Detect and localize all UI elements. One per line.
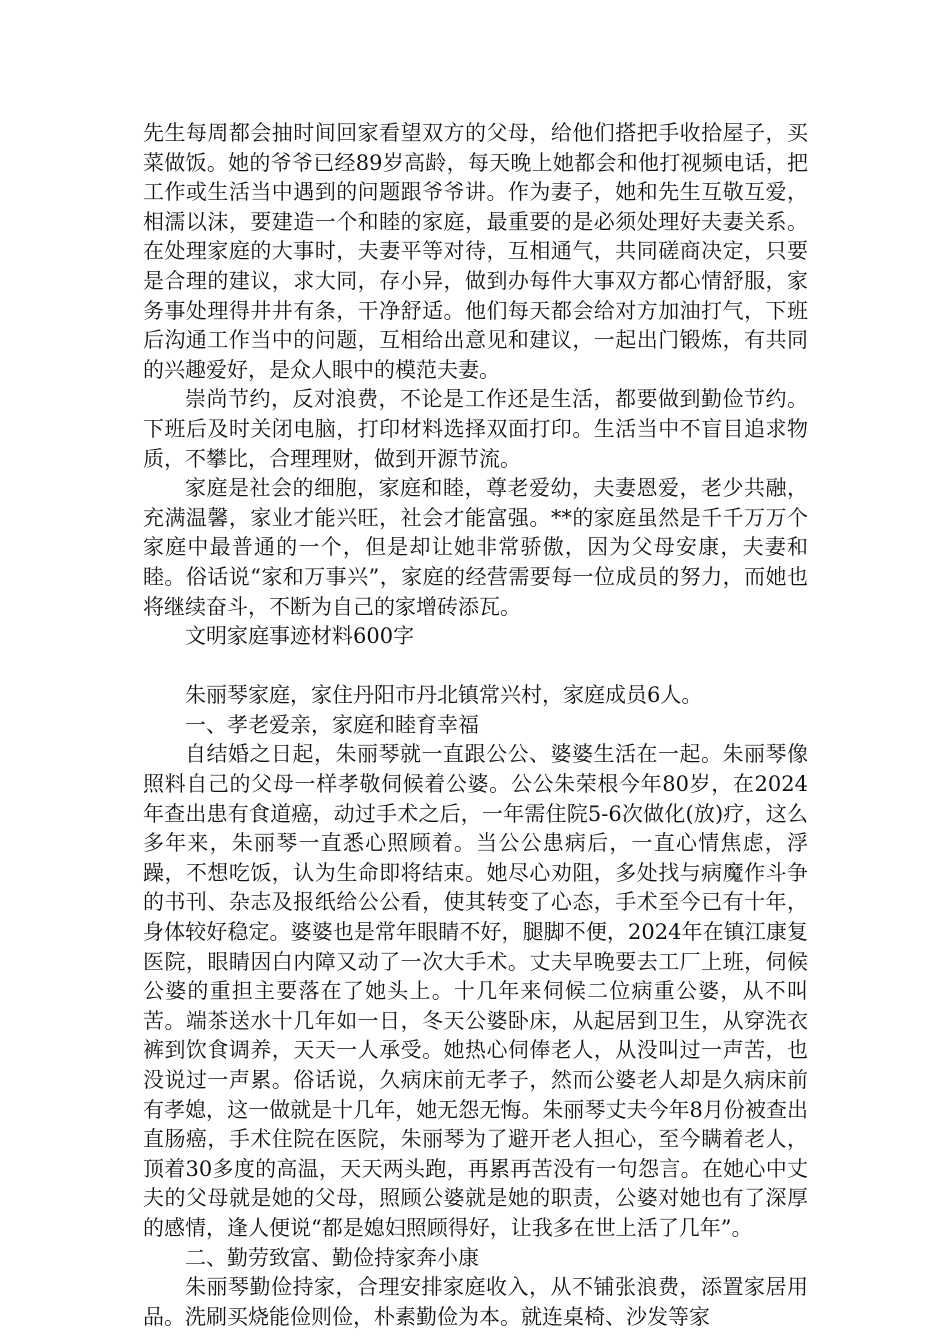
document-title: 文明家庭事迹材料600字 [185,624,415,649]
paragraph-family-harmony: 家庭是社会的细胞，家庭和睦，尊老爱幼，夫妻恩爱，老少共融，充满温馨，家业才能兴旺，社会才能富强。**的家庭虽然是千千万万个家庭中最普通的一个，但是却让她非常骄傲，因为父母安康，夫妻和睦。俗话说“家和万事兴”，家庭的经营需要每一位成员的努力，而她也将继续奋斗，不断为自己的家增砖添瓦。 [143,476,808,619]
paragraph-frugality: 崇尚节约，反对浪费，不论是工作还是生活，都要做到勤俭节约。下班后及时关闭电脑，打印材料选择双面打印。生活当中不盲目追求物质，不攀比，合理理财，做到开源节流。 [143,387,808,471]
paragraph-family-care: 先生每周都会抽时间回家看望双方的父母，给他们搭把手收拾屋子，买菜做饭。她的爷爷已经89岁高龄，每天晚上她都会和他打视频电话，把工作或生活当中遇到的问题跟爷爷讲。作为妻子，她和先生互敬互爱，相濡以沫，要建造一个和睦的家庭，最重要的是必须处理好夫妻关系。在处理家庭的大事时，夫妻平等对待，互相通气，共同磋商决定，只要是合理的建议，求大同，存小异，做到办每件大事双方都心情舒服，家务事处理得井井有条，干净舒适。他们每天都会给对方加油打气，下班后沟通工作当中的问题，互相给出意见和建议，一起出门锻炼，有共同的兴趣爱好，是众人眼中的模范夫妻。 [143,121,808,382]
paragraph-thrift: 朱丽琴勤俭持家，合理安排家庭收入，从不铺张浪费，添置家居用品。洗刷买烧能俭则俭，朴素勤俭为本。就连桌椅、沙发等家 [143,1275,808,1329]
section-heading-diligence: 二、勤劳致富、勤俭持家奔小康 [185,1245,479,1270]
blank-line [143,652,808,682]
paragraph-family-intro: 朱丽琴家庭，家住丹阳市丹北镇常兴村，家庭成员6人。 [185,683,703,708]
section-heading-filial: 一、孝老爱亲，家庭和睦育幸福 [185,712,479,737]
paragraph-filial-piety: 自结婚之日起，朱丽琴就一直跟公公、婆婆生活在一起。朱丽琴像照料自己的父母一样孝敬伺候着公婆。公公朱荣根今年80岁，在2024年查出患有食道癌，动过手术之后，一年需住院5-6次做化(放)疗，这么多年来，朱丽琴一直悉心照顾着。当公公患病后，一直心情焦虑，浮躁，不想吃饭，认为生命即将结束。她尽心劝阻，多处找与病魔作斗争的书刊、杂志及报纸给公公看，使其转变了心态，手术至今已有十年，身体较好稳定。婆婆也是常年眼睛不好，腿脚不便，2024年在镇江康复医院，眼睛因白内障又动了一次大手术。丈夫早晚要去工厂上班，伺候公婆的重担主要落在了她头上。十几年来伺候二位病重公婆，从不叫苦。端茶送水十几年如一日，冬天公婆卧床，从起居到卫生，从穿洗衣裤到饮食调养，天天一人承受。她热心伺俸老人，从没叫过一声苦，也没说过一声累。俗话说，久病床前无孝子，然而公婆老人却是久病床前有孝媳，这一做就是十几年，她无怨无悔。朱丽琴丈夫今年8月份被查出直肠癌，手术住院在医院，朱丽琴为了避开老人担心，至今瞒着老人，顶着30多度的高温，天天两头跑，再累再苦没有一句怨言。在她心中丈夫的父母就是她的父母，照顾公婆就是她的职责，公婆对她也有了深厚的感情，逢人便说“都是媳妇照顾得好，让我多在世上活了几年”。 [143,742,808,1240]
document-body [143,119,808,1332]
